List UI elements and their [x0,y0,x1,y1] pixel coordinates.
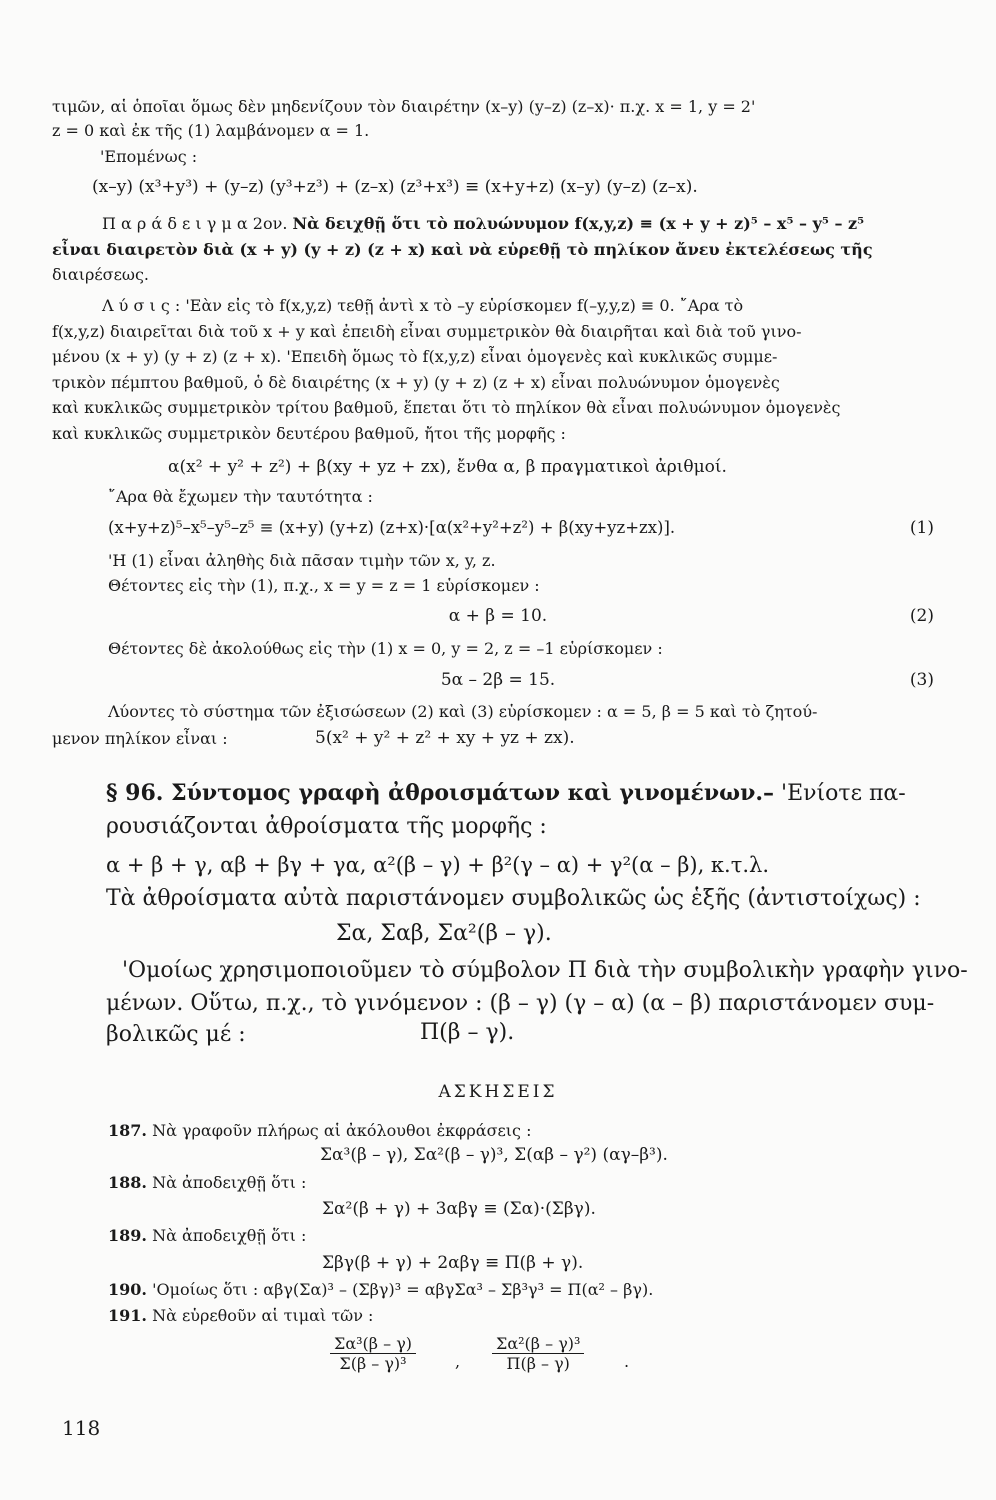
text-line: μενον πηλίκον εἶναι : [52,729,228,748]
exercise-189 [108,1226,306,1246]
page-number: 118 [62,1416,101,1440]
exercise-formula: Σα³(β – γ), Σα²(β – γ)³, Σ(αβ – γ²) (αγ–β³). [320,1145,668,1165]
fraction-numerator: Σα²(β – γ)³ [492,1334,584,1354]
exercise-number: 191. [108,1306,147,1325]
equation-number-1: (1) [909,518,934,538]
fraction-2 [492,1334,584,1373]
equation-1: (x+y+z)⁵–x⁵–y⁵–z⁵ ≡ (x+y) (y+z) (z+x)·[α(x²+y²+z²) + β(xy+yz+zx)]. [108,518,676,537]
symbolic-sums: Σα, Σαβ, Σα²(β – γ). [336,921,552,946]
text-line: καὶ κυκλικῶς συμμετρικὸν τρίτου βαθμοῦ, ἕπεται ὅτι τὸ πηλίκον θὰ εἶναι πολυώνυμον ὁμογενὲς [52,398,841,417]
text-line: μένου (x + y) (y + z) (z + x). 'Επειδὴ ὅμως τὸ f(x,y,z) εἶναι ὁμογενὲς καὶ κυκλικῶς συμμε- [52,347,778,366]
fraction-denominator: Π(β – γ) [506,1354,570,1373]
text-line: 'Επομένως : [100,147,198,166]
exercise-188 [108,1173,306,1193]
fraction-1 [330,1334,416,1373]
section-heading [106,780,906,807]
equation-number-2: (2) [909,606,934,626]
exercise-190 [108,1280,653,1300]
section-title: § 96. Σύντομος γραφὴ ἀθροισμάτων καὶ γινομένων.– [106,780,775,806]
text-line: 'Η (1) εἶναι ἀληθὴς διὰ πᾶσαν τιμὴν τῶν x, y, z. [108,551,496,570]
solution-line [102,296,743,316]
exercise-number: 187. [108,1121,147,1140]
text-line: z = 0 καὶ ἐκ τῆς (1) λαμβάνομεν α = 1. [52,121,370,140]
exercise-formula: Σβγ(β + γ) + 2αβγ ≡ Π(β + γ). [322,1253,584,1273]
equation-number-3: (3) [909,670,934,690]
text-line: 'Ομοίως χρησιμοποιοῦμεν τὸ σύμβολον Π διὰ τὴν συμβολικὴν γραφὴν γινο- [122,958,968,983]
fraction-comma: , [455,1352,461,1371]
text-line: ῎Αρα θὰ ἔχωμεν τὴν ταυτότητα : [108,487,373,506]
sums-formula: α + β + γ, αβ + βγ + γα, α²(β – γ) + β²(γ – α) + γ²(α – β), κ.τ.λ. [106,853,770,877]
text-line: Λύοντες τὸ σύστημα τῶν ἐξισώσεων (2) καὶ (3) εὑρίσκομεν : α = 5, β = 5 καὶ τὸ ζητού- [108,702,818,721]
exercise-number: 188. [108,1173,147,1192]
text-line: βολικῶς μέ : [106,1022,246,1047]
exercise-text: Νὰ γραφοῦν πλήρως αἱ ἀκόλουθοι ἐκφράσεις : [152,1121,532,1140]
text-line: Θέτοντες δὲ ἀκολούθως εἰς τὴν (1) x = 0, y = 2, z = –1 εὑρίσκομεν : [108,639,663,658]
exercise-187 [108,1121,532,1141]
text-line: Θέτοντες εἰς τὴν (1), π.χ., x = y = z = 1 εὑρίσκομεν : [108,576,540,595]
equation-3: 5α – 2β = 15. [440,670,556,690]
product-symbol-formula: Π(β – γ). [420,1020,515,1045]
equation-2: α + β = 10. [448,606,548,626]
formula-line: α(x² + y² + z²) + β(xy + yz + zx), ἔνθα α, β πραγματικοὶ ἀριθμοί. [168,457,727,477]
exercise-number: 189. [108,1226,147,1245]
example-heading [102,214,864,234]
example-label: Π α ρ ά δ ε ι γ μ α 2ον. [102,214,288,233]
exercise-formula: Σα²(β + γ) + 3αβγ ≡ (Σα)·(Σβγ). [322,1199,596,1219]
fraction-numerator: Σα³(β – γ) [330,1334,416,1354]
text-line: τιμῶν, αἱ ὁποῖαι ὅμως δὲν μηδενίζουν τὸν διαιρέτην (x–y) (y–z) (z–x)· π.χ. x = 1, y = 2' [52,97,756,116]
fraction-denominator: Σ(β – γ)³ [339,1354,407,1373]
text-line: καὶ κυκλικῶς συμμετρικὸν δευτέρου βαθμοῦ, ἤτοι τῆς μορφῆς : [52,424,566,443]
solution-label: Λ ύ σ ι ς : [102,296,181,315]
text-line: διαιρέσεως. [52,265,149,284]
text-line: μένων. Οὕτω, π.χ., τὸ γινόμενον : (β – γ) (γ – α) (α – β) παριστάνομεν συμ- [106,991,935,1016]
text-line: f(x,y,z) διαιρεῖται διὰ τοῦ x + y καὶ ἐπειδὴ εἶναι συμμετρικὸν θὰ διαιρῆται καὶ διὰ τοῦ γινο- [52,322,802,341]
exercise-191 [108,1306,373,1326]
identity-formula: (x–y) (x³+y³) + (y–z) (y³+z³) + (z–x) (z³+x³) ≡ (x+y+z) (x–y) (y–z) (z–x). [92,177,698,197]
exercise-text: Νὰ ἀποδειχθῇ ὅτι : [152,1226,307,1245]
fraction-period: . [624,1352,630,1371]
exercise-text: Νὰ ἀποδειχθῇ ὅτι : [152,1173,307,1192]
exercise-number: 190. [108,1280,147,1299]
text-line: ρουσιάζονται ἀθροίσματα τῆς μορφῆς : [106,814,547,839]
quotient-formula: 5(x² + y² + z² + xy + yz + zx). [315,728,575,748]
section-text: 'Ενίοτε πα- [774,781,906,806]
text-line: εἶναι διαιρετὸν διὰ (x + y) (y + z) (z + x) καὶ νὰ εὑρεθῇ τὸ πηλίκον ἄνευ ἐκτελέσεως τῆς [52,240,873,259]
text-line: Τὰ ἀθροίσματα αὐτὰ παριστάνομεν συμβολικῶς ὡς ἑξῆς (ἀντιστοίχως) : [106,886,921,911]
text-line: τρικὸν πέμπτου βαθμοῦ, ὁ δὲ διαιρέτης (x + y) (y + z) (z + x) εἶναι πολυώνυμον ὁμογενὲς [52,373,780,392]
example-statement: Νὰ δειχθῇ ὅτι τὸ πολυώνυμον f(x,y,z) ≡ (x + y + z)⁵ – x⁵ – y⁵ – z⁵ [292,214,865,233]
exercise-text: Νὰ εὑρεθοῦν αἱ τιμαὶ τῶν : [152,1306,374,1325]
exercises-heading: ΑΣΚΗΣΕΙΣ [438,1082,558,1102]
exercise-text: 'Ομοίως ὅτι : αβγ(Σα)³ – (Σβγ)³ = αβγΣα³ – Σβ³γ³ = Π(α² – βγ). [152,1280,654,1299]
solution-text: 'Εὰν εἰς τὸ f(x,y,z) τεθῇ ἀντὶ x τὸ –y εὑρίσκομεν f(–y,y,z) ≡ 0. ῎Αρα τὸ [185,296,744,315]
